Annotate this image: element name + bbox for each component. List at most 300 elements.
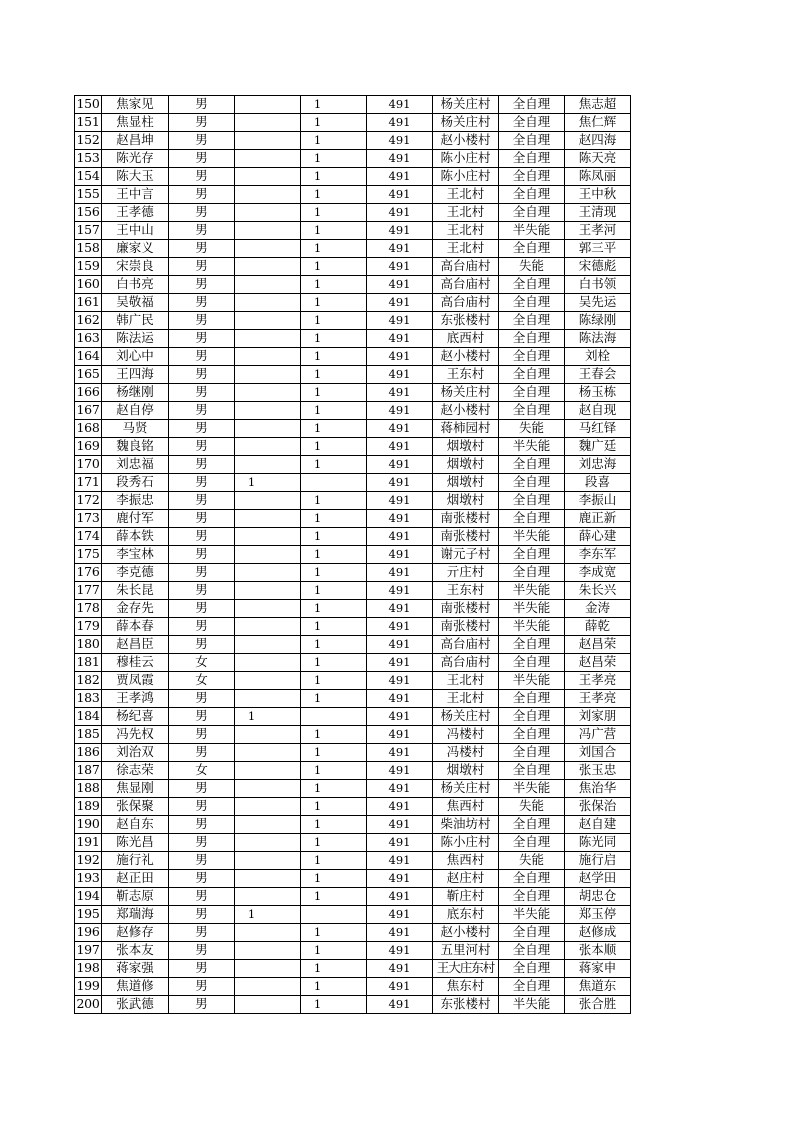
amount-cell bbox=[367, 636, 433, 654]
gender-cell-text: 男 bbox=[195, 528, 208, 544]
village-cell bbox=[433, 726, 499, 744]
row-number bbox=[75, 798, 102, 816]
count-cell-a bbox=[235, 132, 301, 150]
amount-cell-text: 491 bbox=[388, 582, 411, 597]
count-cell-b bbox=[301, 150, 367, 168]
guardian-cell-text: 胡忠仓 bbox=[578, 888, 617, 904]
gender-cell-text: 男 bbox=[195, 204, 208, 220]
village-cell bbox=[433, 780, 499, 798]
care-level-cell bbox=[499, 924, 565, 942]
care-level-cell bbox=[499, 780, 565, 798]
care-level-cell-text: 全自理 bbox=[512, 708, 551, 724]
name-cell bbox=[102, 330, 169, 348]
count-cell-b-text: 1 bbox=[313, 186, 322, 201]
guardian-cell-text: 王清现 bbox=[578, 204, 617, 220]
village-cell-text: 冯楼村 bbox=[446, 744, 485, 760]
count-cell-b bbox=[301, 258, 367, 276]
amount-cell-text: 491 bbox=[388, 348, 411, 363]
amount-cell-text: 491 bbox=[388, 852, 411, 867]
name-cell bbox=[102, 834, 169, 852]
row-number-text: 189 bbox=[76, 798, 100, 814]
village-cell bbox=[433, 348, 499, 366]
village-cell bbox=[433, 294, 499, 312]
name-cell-text: 王孝鸿 bbox=[116, 690, 154, 706]
amount-cell-text: 491 bbox=[388, 402, 411, 417]
village-cell-text: 焦西村 bbox=[446, 798, 485, 814]
village-cell-text: 赵小楼村 bbox=[440, 348, 491, 364]
amount-cell bbox=[367, 114, 433, 132]
village-cell bbox=[433, 528, 499, 546]
guardian-cell-text: 赵修成 bbox=[578, 924, 617, 940]
name-cell bbox=[102, 150, 169, 168]
count-cell-b-text: 1 bbox=[313, 402, 322, 417]
count-cell-b bbox=[301, 924, 367, 942]
amount-cell-text: 491 bbox=[388, 780, 411, 795]
name-cell bbox=[102, 294, 169, 312]
guardian-cell-text: 王中秋 bbox=[578, 186, 617, 202]
table-row bbox=[75, 330, 631, 348]
village-cell bbox=[433, 906, 499, 924]
gender-cell-text: 男 bbox=[195, 366, 208, 382]
village-cell bbox=[433, 870, 499, 888]
guardian-cell bbox=[565, 762, 631, 780]
count-cell-b bbox=[301, 888, 367, 906]
amount-cell bbox=[367, 456, 433, 474]
amount-cell-text: 491 bbox=[388, 132, 411, 147]
row-number-text: 187 bbox=[76, 762, 100, 778]
guardian-cell-text: 白书领 bbox=[578, 276, 617, 292]
gender-cell-text: 男 bbox=[195, 402, 208, 418]
name-cell-text: 吴敬福 bbox=[116, 294, 154, 310]
amount-cell-text: 491 bbox=[388, 618, 411, 633]
row-number bbox=[75, 546, 102, 564]
row-number-text: 164 bbox=[76, 348, 100, 364]
table-row bbox=[75, 960, 631, 978]
care-level-cell-text: 全自理 bbox=[512, 744, 551, 760]
amount-cell-text: 491 bbox=[388, 294, 411, 309]
count-cell-a bbox=[235, 420, 301, 438]
guardian-cell bbox=[565, 546, 631, 564]
village-cell bbox=[433, 240, 499, 258]
table-row bbox=[75, 492, 631, 510]
count-cell-a bbox=[235, 726, 301, 744]
village-cell bbox=[433, 978, 499, 996]
amount-cell bbox=[367, 996, 433, 1014]
name-cell bbox=[102, 654, 169, 672]
village-cell bbox=[433, 438, 499, 456]
amount-cell-text: 491 bbox=[388, 186, 411, 201]
table-row bbox=[75, 294, 631, 312]
row-number-text: 179 bbox=[76, 618, 100, 634]
amount-cell bbox=[367, 978, 433, 996]
village-cell bbox=[433, 600, 499, 618]
guardian-cell bbox=[565, 582, 631, 600]
gender-cell bbox=[169, 654, 235, 672]
name-cell bbox=[102, 798, 169, 816]
gender-cell bbox=[169, 960, 235, 978]
row-number bbox=[75, 708, 102, 726]
care-level-cell bbox=[499, 708, 565, 726]
name-cell bbox=[102, 312, 169, 330]
care-level-cell bbox=[499, 186, 565, 204]
village-cell bbox=[433, 456, 499, 474]
guardian-cell-text: 蒋家申 bbox=[578, 960, 617, 976]
row-number-text: 158 bbox=[76, 240, 100, 256]
guardian-cell bbox=[565, 978, 631, 996]
name-cell-text: 蒋家强 bbox=[116, 960, 154, 976]
village-cell-text: 东张楼村 bbox=[440, 996, 491, 1012]
row-number-text: 176 bbox=[76, 564, 100, 580]
care-level-cell bbox=[499, 96, 565, 114]
gender-cell-text: 男 bbox=[195, 186, 208, 202]
count-cell-b bbox=[301, 168, 367, 186]
village-cell bbox=[433, 852, 499, 870]
amount-cell-text: 491 bbox=[388, 150, 411, 165]
care-level-cell-text: 全自理 bbox=[512, 690, 551, 706]
village-cell bbox=[433, 816, 499, 834]
count-cell-b bbox=[301, 456, 367, 474]
count-cell-b-text: 1 bbox=[313, 798, 322, 813]
row-number bbox=[75, 114, 102, 132]
care-level-cell-text: 全自理 bbox=[512, 276, 551, 292]
table-row bbox=[75, 420, 631, 438]
village-cell bbox=[433, 744, 499, 762]
village-cell-text: 杨关庄村 bbox=[440, 96, 491, 112]
row-number bbox=[75, 672, 102, 690]
count-cell-a bbox=[235, 528, 301, 546]
row-number bbox=[75, 816, 102, 834]
guardian-cell-text: 陈凤丽 bbox=[578, 168, 617, 184]
amount-cell-text: 491 bbox=[388, 222, 411, 237]
count-cell-b bbox=[301, 384, 367, 402]
row-number-text: 155 bbox=[76, 186, 100, 202]
village-cell-text: 王大庄东村 bbox=[436, 960, 495, 976]
row-number-text: 200 bbox=[76, 996, 100, 1012]
gender-cell bbox=[169, 294, 235, 312]
care-level-cell-text: 全自理 bbox=[512, 348, 551, 364]
gender-cell-text: 男 bbox=[195, 726, 208, 742]
gender-cell bbox=[169, 366, 235, 384]
care-level-cell bbox=[499, 132, 565, 150]
name-cell bbox=[102, 204, 169, 222]
care-level-cell bbox=[499, 690, 565, 708]
name-cell bbox=[102, 888, 169, 906]
village-cell bbox=[433, 258, 499, 276]
amount-cell-text: 491 bbox=[388, 726, 411, 741]
count-cell-b bbox=[301, 960, 367, 978]
row-number-text: 173 bbox=[76, 510, 100, 526]
name-cell-text: 赵自停 bbox=[116, 402, 154, 418]
guardian-cell-text: 张玉忠 bbox=[578, 762, 617, 778]
gender-cell-text: 男 bbox=[195, 474, 208, 490]
amount-cell bbox=[367, 402, 433, 420]
guardian-cell-text: 吴先运 bbox=[578, 294, 617, 310]
guardian-cell bbox=[565, 564, 631, 582]
count-cell-b-text: 1 bbox=[313, 816, 322, 831]
care-level-cell bbox=[499, 618, 565, 636]
count-cell-b-text: 1 bbox=[313, 384, 322, 399]
gender-cell bbox=[169, 996, 235, 1014]
count-cell-b bbox=[301, 366, 367, 384]
name-cell-text: 赵修存 bbox=[116, 924, 154, 940]
amount-cell bbox=[367, 690, 433, 708]
count-cell-b bbox=[301, 744, 367, 762]
village-cell bbox=[433, 330, 499, 348]
table-row bbox=[75, 186, 631, 204]
gender-cell bbox=[169, 600, 235, 618]
gender-cell-text: 男 bbox=[195, 492, 208, 508]
gender-cell-text: 男 bbox=[195, 636, 208, 652]
amount-cell-text: 491 bbox=[388, 240, 411, 255]
count-cell-b-text: 1 bbox=[313, 762, 322, 777]
row-number bbox=[75, 726, 102, 744]
gender-cell bbox=[169, 114, 235, 132]
count-cell-b bbox=[301, 546, 367, 564]
guardian-cell-text: 赵自现 bbox=[578, 402, 617, 418]
guardian-cell bbox=[565, 906, 631, 924]
name-cell-text: 靳志原 bbox=[116, 888, 154, 904]
name-cell bbox=[102, 762, 169, 780]
care-level-cell bbox=[499, 726, 565, 744]
amount-cell bbox=[367, 132, 433, 150]
row-number bbox=[75, 528, 102, 546]
name-cell bbox=[102, 852, 169, 870]
name-cell-text: 陈光昌 bbox=[116, 834, 154, 850]
count-cell-a-text: 1 bbox=[247, 474, 256, 489]
row-number bbox=[75, 978, 102, 996]
care-level-cell bbox=[499, 762, 565, 780]
village-cell-text: 王北村 bbox=[446, 222, 485, 238]
guardian-cell bbox=[565, 168, 631, 186]
table-row bbox=[75, 942, 631, 960]
amount-cell bbox=[367, 204, 433, 222]
amount-cell bbox=[367, 240, 433, 258]
name-cell bbox=[102, 600, 169, 618]
gender-cell-text: 男 bbox=[195, 600, 208, 616]
count-cell-b-text: 1 bbox=[313, 942, 322, 957]
amount-cell-text: 491 bbox=[388, 312, 411, 327]
count-cell-a bbox=[235, 978, 301, 996]
row-number bbox=[75, 240, 102, 258]
name-cell-text: 杨纪喜 bbox=[116, 708, 154, 724]
village-cell bbox=[433, 888, 499, 906]
name-cell bbox=[102, 636, 169, 654]
table-row bbox=[75, 798, 631, 816]
care-level-cell-text: 全自理 bbox=[512, 474, 551, 490]
count-cell-b-text: 1 bbox=[313, 168, 322, 183]
row-number-text: 150 bbox=[76, 96, 100, 112]
care-level-cell bbox=[499, 474, 565, 492]
guardian-cell-text: 王孝亮 bbox=[578, 672, 617, 688]
guardian-cell-text: 刘家朋 bbox=[578, 708, 617, 724]
table-row bbox=[75, 564, 631, 582]
name-cell-text: 赵自东 bbox=[116, 816, 154, 832]
gender-cell-text: 男 bbox=[195, 258, 208, 274]
gender-cell bbox=[169, 438, 235, 456]
guardian-cell bbox=[565, 960, 631, 978]
care-level-cell bbox=[499, 348, 565, 366]
guardian-cell bbox=[565, 420, 631, 438]
table-row bbox=[75, 816, 631, 834]
count-cell-b bbox=[301, 564, 367, 582]
guardian-cell-text: 陈光同 bbox=[578, 834, 617, 850]
care-level-cell bbox=[499, 168, 565, 186]
care-level-cell bbox=[499, 852, 565, 870]
amount-cell bbox=[367, 528, 433, 546]
village-cell-text: 高台庙村 bbox=[440, 654, 491, 670]
count-cell-a bbox=[235, 906, 301, 924]
village-cell bbox=[433, 204, 499, 222]
care-level-cell bbox=[499, 798, 565, 816]
village-cell-text: 杨关庄村 bbox=[440, 780, 491, 796]
gender-cell bbox=[169, 564, 235, 582]
village-cell-text: 五里河村 bbox=[440, 942, 491, 958]
village-cell-text: 靳庄村 bbox=[446, 888, 485, 904]
gender-cell bbox=[169, 492, 235, 510]
village-cell bbox=[433, 150, 499, 168]
amount-cell bbox=[367, 942, 433, 960]
count-cell-a bbox=[235, 924, 301, 942]
table-row bbox=[75, 690, 631, 708]
count-cell-a bbox=[235, 546, 301, 564]
row-number bbox=[75, 618, 102, 636]
village-cell bbox=[433, 582, 499, 600]
guardian-cell-text: 金涛 bbox=[584, 600, 610, 616]
guardian-cell-text: 赵四海 bbox=[578, 132, 617, 148]
name-cell bbox=[102, 168, 169, 186]
village-cell-text: 烟墩村 bbox=[446, 438, 485, 454]
gender-cell bbox=[169, 906, 235, 924]
amount-cell bbox=[367, 654, 433, 672]
guardian-cell-text: 赵昌荣 bbox=[578, 636, 617, 652]
amount-cell-text: 491 bbox=[388, 456, 411, 471]
amount-cell-text: 491 bbox=[388, 528, 411, 543]
amount-cell-text: 491 bbox=[388, 204, 411, 219]
care-level-cell-text: 全自理 bbox=[512, 654, 551, 670]
care-level-cell-text: 全自理 bbox=[512, 564, 551, 580]
count-cell-b bbox=[301, 222, 367, 240]
amount-cell-text: 491 bbox=[388, 870, 411, 885]
gender-cell-text: 男 bbox=[195, 240, 208, 256]
guardian-cell bbox=[565, 186, 631, 204]
gender-cell bbox=[169, 420, 235, 438]
name-cell-text: 段秀石 bbox=[116, 474, 154, 490]
care-level-cell-text: 半失能 bbox=[512, 528, 551, 544]
village-cell-text: 烟墩村 bbox=[446, 474, 485, 490]
gender-cell-text: 男 bbox=[195, 852, 208, 868]
row-number-text: 183 bbox=[76, 690, 100, 706]
village-cell-text: 王东村 bbox=[446, 366, 485, 382]
care-level-cell bbox=[499, 312, 565, 330]
gender-cell bbox=[169, 888, 235, 906]
guardian-cell-text: 朱长兴 bbox=[578, 582, 617, 598]
row-number bbox=[75, 186, 102, 204]
gender-cell-text: 男 bbox=[195, 960, 208, 976]
amount-cell bbox=[367, 492, 433, 510]
name-cell bbox=[102, 492, 169, 510]
guardian-cell-text: 马红铎 bbox=[578, 420, 617, 436]
count-cell-a bbox=[235, 96, 301, 114]
guardian-cell bbox=[565, 708, 631, 726]
gender-cell bbox=[169, 510, 235, 528]
name-cell bbox=[102, 96, 169, 114]
care-level-cell bbox=[499, 816, 565, 834]
row-number-text: 174 bbox=[76, 528, 100, 544]
table-row bbox=[75, 222, 631, 240]
table-row bbox=[75, 348, 631, 366]
row-number bbox=[75, 960, 102, 978]
amount-cell bbox=[367, 888, 433, 906]
gender-cell bbox=[169, 780, 235, 798]
row-number-text: 169 bbox=[76, 438, 100, 454]
gender-cell bbox=[169, 528, 235, 546]
amount-cell-text: 491 bbox=[388, 636, 411, 651]
row-number-text: 170 bbox=[76, 456, 100, 472]
name-cell bbox=[102, 348, 169, 366]
village-cell bbox=[433, 996, 499, 1014]
count-cell-b-text: 1 bbox=[313, 852, 322, 867]
gender-cell-text: 男 bbox=[195, 294, 208, 310]
amount-cell bbox=[367, 330, 433, 348]
amount-cell bbox=[367, 870, 433, 888]
amount-cell-text: 491 bbox=[388, 330, 411, 345]
row-number bbox=[75, 348, 102, 366]
village-cell bbox=[433, 834, 499, 852]
gender-cell-text: 男 bbox=[195, 816, 208, 832]
village-cell bbox=[433, 546, 499, 564]
name-cell bbox=[102, 186, 169, 204]
table-row bbox=[75, 528, 631, 546]
gender-cell-text: 男 bbox=[195, 618, 208, 634]
row-number bbox=[75, 852, 102, 870]
row-number bbox=[75, 564, 102, 582]
count-cell-b-text: 1 bbox=[313, 654, 322, 669]
guardian-cell bbox=[565, 222, 631, 240]
count-cell-a bbox=[235, 618, 301, 636]
table-row bbox=[75, 384, 631, 402]
amount-cell bbox=[367, 312, 433, 330]
count-cell-b bbox=[301, 528, 367, 546]
count-cell-a-text: 1 bbox=[247, 906, 256, 921]
count-cell-b bbox=[301, 762, 367, 780]
row-number-text: 157 bbox=[76, 222, 100, 238]
name-cell bbox=[102, 618, 169, 636]
guardian-cell-text: 焦志超 bbox=[578, 96, 617, 112]
gender-cell bbox=[169, 942, 235, 960]
care-level-cell bbox=[499, 150, 565, 168]
gender-cell bbox=[169, 798, 235, 816]
amount-cell bbox=[367, 276, 433, 294]
count-cell-b-text: 1 bbox=[313, 870, 322, 885]
gender-cell-text: 男 bbox=[195, 330, 208, 346]
village-cell-text: 冯楼村 bbox=[446, 726, 485, 742]
row-number bbox=[75, 96, 102, 114]
name-cell bbox=[102, 258, 169, 276]
name-cell-text: 杨继刚 bbox=[116, 384, 154, 400]
care-level-cell bbox=[499, 276, 565, 294]
care-level-cell-text: 全自理 bbox=[512, 240, 551, 256]
guardian-cell bbox=[565, 690, 631, 708]
amount-cell bbox=[367, 780, 433, 798]
name-cell-text: 贾凤霞 bbox=[116, 672, 154, 688]
table-row bbox=[75, 474, 631, 492]
amount-cell-text: 491 bbox=[388, 762, 411, 777]
records-table bbox=[74, 95, 631, 1014]
row-number bbox=[75, 474, 102, 492]
row-number bbox=[75, 150, 102, 168]
amount-cell-text: 491 bbox=[388, 438, 411, 453]
row-number bbox=[75, 996, 102, 1014]
